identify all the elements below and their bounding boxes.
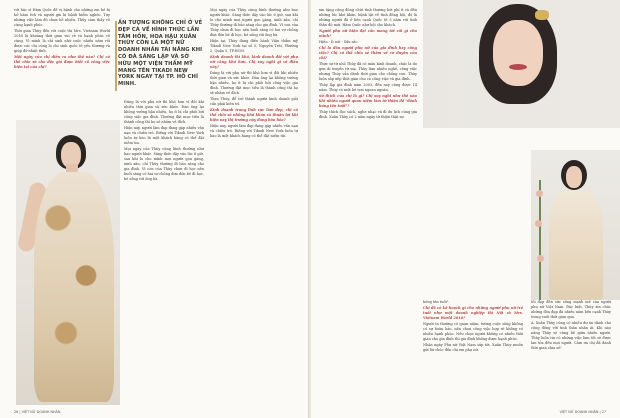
paragraph: Thùy thích đọc sách, nghe nhạc và đi du lịch cùng gia đình. Xuân Thùy có 2 năm ngày từ thiện thật sự. <box>319 110 417 119</box>
paragraph: tôi đẹp đến sức sống mạnh mẽ của người phụ nữ Việt Nam. Đặc biệt, Thùy xin chúc những đóa đẹp đã nhiều năm bên cạnh Thùy trong suốt thời gian qua. <box>531 300 611 319</box>
interview-question: Người phụ nữ hiện đại cần mang tới cái gì cho mình? <box>319 29 417 38</box>
right-page <box>311 0 620 418</box>
paragraph: Thùy lập gia đình năm 2003, đến nay cũng được 14 năm. Thùy có một bé trai ngoan ngoãn. <box>319 83 417 92</box>
photo-woman-with-flowers <box>531 150 620 300</box>
right-column-1 <box>319 8 417 298</box>
interview-question: Chị lo đâu người phụ nữ của gia đình hay công việc? Chị có thể chia sẻ thêm về cơ duyên của chị? <box>319 46 417 60</box>
paragraph: Đúng là với phụ nữ thì khó hơn vì đôi khi nhiều thời gian và sức khỏe. Đàn ông lại không vướng bận nhiều, họ ít bị chi phối bởi công việc gia đình. Thường đặt mục tiêu là thành công thì họ sẽ nhắm về đích. <box>210 71 298 95</box>
right-column-3 <box>531 300 611 408</box>
paragraph: Theo Thùy, để trở thành người kinh doanh giỏi cần phải kiên trì. <box>210 97 298 106</box>
photo-woman-gold-dress <box>16 120 120 405</box>
page-folio-left: 26 | VIỆT NỮ DOANH NHÂN <box>14 410 61 414</box>
left-column-1 <box>14 8 110 116</box>
paragraph: Hiện tại, Thùy đang điều hành Viện thẩm mỹ Tikadi New York tại số 5, Nguyễn Trãi, Phường 2, Quận 5, TP.HCM. <box>210 39 298 53</box>
left-column-2 <box>124 100 204 405</box>
right-column-2 <box>423 300 523 408</box>
paragraph: Hiện nay, người làm đẹp đang gặp nhiều vấn nạn và chiêu trò. Riêng với Tikadi New York luôn tự hào là một khách hàng có thể đặt niềm tin. <box>210 124 298 138</box>
paragraph: bóng tên tuổi". <box>423 300 450 304</box>
pull-quote: ẤN TƯỢNG KHÔNG CHỈ Ở VẺ ĐẸP CÁ VỀ HÌNH THỨC LẦN TÂM HỒN, HOA HẬU XUÂN THÙY CÒN LÀ MỘT NỮ DOANH NHÂN TÀI NĂNG KHI CÓ ĐÀ SÁNG LẬP VÀ SỞ HỮU MỘT VIỆN THẨM MỸ MANG TÊN TIKADI NEW YORK NGAY TẠI TP. HỒ CHÍ MINH. <box>118 20 204 96</box>
paragraph: Hiện nay, người làm đẹp đang gặp nhiều vấn nạn và chiêu trò. Riêng với Tikadi New York luôn tự hào là một khách hàng có thể đặt niềm tin. <box>124 126 204 145</box>
interview-question: Kinh doanh thì khó, kinh doanh đối với phụ nữ càng khó hơn. Chị suy nghĩ gì về điều này? <box>210 55 298 69</box>
paragraph: Nhận ngày Phụ nữ Việt Nam sắp tới, Xuân Thùy muốn gửi lời chúc đến chị em phụ nữ. <box>423 343 523 352</box>
left-page <box>0 0 309 418</box>
paragraph: xin tặng cộng đồng chút tình thương bởi phí ít và đến những lúc khó khăn, bệnh tật về tình đồng hội, đó là những người đã ở bên cạnh Quốc tế 5 năm với tình thân đó mới. Hàm Quốc như hội cho khách. <box>319 8 417 27</box>
paragraph: Mọi ngày của Thùy cũng bình thường như bao người khác. Sáng thức dậy vào lúc 6 giờ, sau khi lo cho mình mọi người gọn gàng, xinh xắn, chỉ Thùy thường đi bảo sáng cho gia đình. Vì con của Thùy chưa đi học nên buổi sáng có hai vợ chồng đưa đón bé đi học, bé sống với ông bà. <box>124 147 204 181</box>
left-column-3 <box>210 8 298 408</box>
paragraph: Thời gian Thùy đến với cuộc thi Mrs. Vietnam World 2016 là khoảng thời gian vui vẻ và hạnh phúc vô cùng. Vì mình là chỉ sinh nhờ cuộc nhiều năm rồi được các chị cùng lo chi sinh quốc tế yêu thương và giúp đỡ nhiệt tình. <box>14 29 110 53</box>
paragraph: Thực sự từ nhỏ Thùy đã có máu kinh doanh, chắc là do gen di truyền từ mẹ. Thùy làm nhiều nghề, công việc nhưng Thùy vẫn dành thời gian cho chồng con. Thùy luôn sắp xếp thời gian cho cả công việc và gia đình. <box>319 62 417 81</box>
paragraph: Mọi ngày của Thùy cũng bình thường như bao người khác. Sáng thức dậy vào lúc 6 giờ, sau khi lo cho mình mọi người gọn gàng, xinh xắn, chỉ Thùy thường đi bảo sáng cho gia đình. Vì con của Thùy chưa đi học nên buổi sáng có hai vợ chồng đưa đón bé đi học, bé sống với ông bà. <box>210 8 298 37</box>
paragraph: Đúng là với phụ nữ thì khó hơn vì đôi khi nhiều thời gian và sức khỏe. Đàn ông lại không vướng bận nhiều, họ ít bị chi phối bởi công việc gia đình. Thường đặt mục tiêu là thành công thì họ sẽ nhắm về đích. <box>124 100 204 124</box>
paragraph: A, Xuân Thùy cũng có nhiều dự án dành cho cộng đồng với tinh thần nhân ái. Khi nào nâng Thùy sẽ cũng bế giữa nhiều người. Thùy luôn tin có những việc làm tốt sẽ được lan tỏa đến mọi người. Cảm ơn chị đã dành thời gian chia sẻ! <box>531 321 611 350</box>
photo-portrait <box>423 0 620 128</box>
interview-question: Một ngày của chị diễn ra như thế nào? Chị có thể chia sẻ cho độc giả được biết cô công việc hiện tại của chị? <box>14 55 110 69</box>
interview-question: Sở thích của chị là gì? Chị suy nghĩ như thế nào khi nhiều người quan niệm làm từ thiện để "đánh bóng tên tuổi"? <box>319 94 417 108</box>
paragraph: với bác sĩ Hàm Quốc để vị bệnh cho những em bé bị hở hàm ếch và người già bị bệnh hiểm nghèo. Tuy những việc làm đó chưa hề nhiều. Thùy cảm thấy vô cùng hạnh phúc. <box>14 8 110 27</box>
paragraph: Hiền - Ít nói - Sâu sắc. <box>319 40 359 44</box>
paragraph: Người ta thường có quan niệm, tướng cuộc sống không có sự hoàn hảo, nên chọn công việc hợp sẽ không có nhiều hạnh phúc. Nếu chọn người không có nhiều thời gian cho gia đình thì gia đình không được hạnh phúc. <box>423 322 523 341</box>
interview-question: Kinh doanh trong lĩnh vực làm đẹp, chị có thể chia sẻ những khó khăn và thuận lợi khi hiện nay thị trường này đang bão hòa? <box>210 108 298 122</box>
interview-question: Chị đã có kế hoạch gì cho những người phụ nữ trẻ tuổi như một doanh nghiệp Hà Nội và Mrs. Vietnam World 2016? <box>423 306 523 320</box>
page-folio-right: VIỆT NỮ DOANH NHÂN | 27 <box>559 410 606 414</box>
